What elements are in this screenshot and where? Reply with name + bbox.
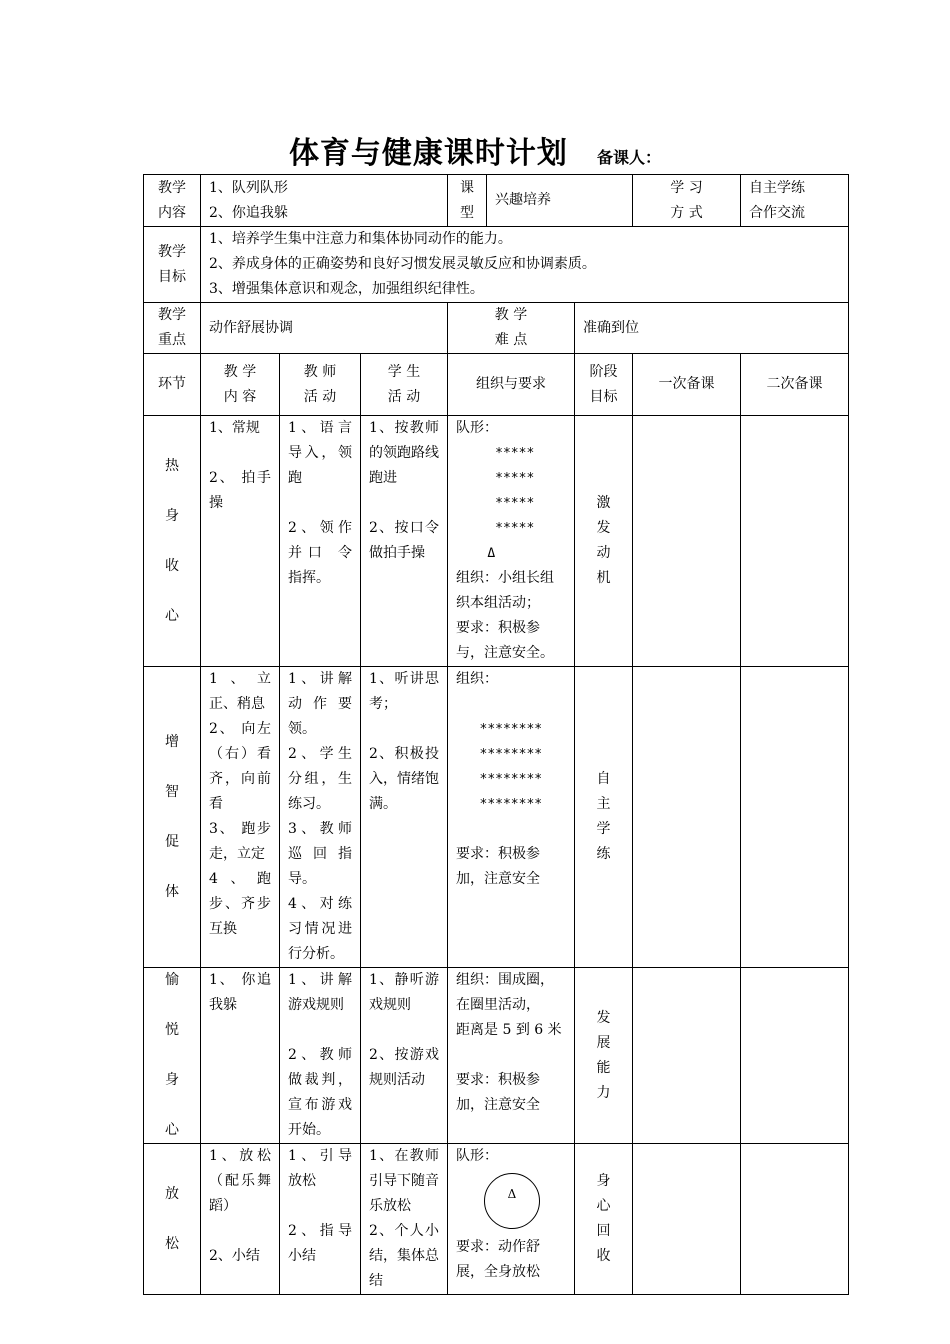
formation-diagram: ***** ***** ***** ***** Δ bbox=[487, 446, 535, 561]
stage-target: 激 发 动 机 bbox=[575, 416, 633, 667]
method-value: 自主学练 合作交流 bbox=[741, 175, 849, 227]
difficulty-label: 教 学 难 点 bbox=[448, 303, 575, 354]
org-top: 队形： bbox=[456, 420, 499, 436]
org-cell bbox=[448, 968, 575, 1144]
teacher-activity: 1、讲解动作要领。 2、学生分组，生练习。 3、教师巡回指导。 4、对练习情况进行分析。 bbox=[280, 667, 361, 968]
stage-name: 热 身 收 心 bbox=[144, 416, 201, 667]
org-bottom: 组织：小组长组织本组活动； 要求：积极参与，注意安全。 bbox=[456, 570, 555, 661]
stage-row-drill bbox=[144, 667, 849, 968]
col-target: 阶段 目标 bbox=[575, 354, 633, 416]
header-row-goal bbox=[144, 227, 849, 303]
header-row-content bbox=[144, 175, 849, 227]
org-bottom: 要求：积极参加，注意安全 bbox=[456, 846, 541, 887]
content-value: 1、队列队形 2、你追我躲 bbox=[201, 175, 448, 227]
column-header-row bbox=[144, 354, 849, 416]
stage-row-game bbox=[144, 968, 849, 1144]
col-teacher: 教 师 活 动 bbox=[280, 354, 361, 416]
col-org: 组织与要求 bbox=[448, 354, 575, 416]
student-activity: 1、静听游戏规则 2、按游戏规则活动 bbox=[361, 968, 448, 1144]
goal-value: 1、培养学生集中注意力和集体协同动作的能力。 2、养成身体的正确姿势和良好习惯发展灵敏反应和协调素质。 3、增强集体意识和观念，加强组织纪律性。 bbox=[201, 227, 849, 303]
org-bottom: 要求：动作舒展，全身放松 bbox=[456, 1239, 541, 1280]
stage-name: 放 松 bbox=[144, 1144, 201, 1295]
prep1-cell bbox=[633, 1144, 741, 1295]
stage-content: 1、 你追我躲 bbox=[201, 968, 280, 1144]
key-label: 教学 重点 bbox=[144, 303, 201, 354]
goal-label: 教学 目标 bbox=[144, 227, 201, 303]
org-top: 队形： bbox=[456, 1148, 499, 1164]
difficulty-value: 准确到位 bbox=[575, 303, 849, 354]
preparer-label: 备课人： bbox=[597, 148, 662, 167]
teacher-activity: 1、引导放松 2、指导小结 bbox=[280, 1144, 361, 1295]
title-row bbox=[0, 128, 950, 172]
col-prep2: 二次备课 bbox=[741, 354, 849, 416]
stage-name: 愉 悦 身 心 bbox=[144, 968, 201, 1144]
teacher-activity: 1、语言导入，领跑 2、领作并口 令 指挥。 bbox=[280, 416, 361, 667]
circle-formation-diagram bbox=[484, 1173, 540, 1229]
prep1-cell bbox=[633, 667, 741, 968]
stage-target: 发 展 能 力 bbox=[575, 968, 633, 1144]
teacher-activity: 1、讲解游戏规则 2、教师做裁判，宣布游戏开始。 bbox=[280, 968, 361, 1144]
col-stage: 环节 bbox=[144, 354, 201, 416]
org-bottom: 要求：积极参加，注意安全 bbox=[456, 1072, 541, 1113]
org-cell bbox=[448, 1144, 575, 1295]
org-top: 组织：围成圈，在圈里活动， 距离是 5 到 6 米 bbox=[456, 972, 562, 1038]
stage-row-relax bbox=[144, 1144, 849, 1295]
type-label: 课 型 bbox=[448, 175, 487, 227]
col-content: 教 学 内 容 bbox=[201, 354, 280, 416]
student-activity: 1、按教师的领跑路线跑进 2、按口令做拍手操 bbox=[361, 416, 448, 667]
page-title: 体育与健康课时计划 bbox=[288, 136, 568, 171]
stage-content: 1、常规 2、 拍手操 bbox=[201, 416, 280, 667]
col-prep1: 一次备课 bbox=[633, 354, 741, 416]
prep2-cell bbox=[741, 667, 849, 968]
teacher-triangle-icon: Δ bbox=[507, 1187, 517, 1201]
prep2-cell bbox=[741, 416, 849, 667]
prep2-cell bbox=[741, 1144, 849, 1295]
stage-name: 增 智 促 体 bbox=[144, 667, 201, 968]
org-cell bbox=[448, 416, 575, 667]
student-activity: 1、听讲思考； 2、积极投入，情绪饱满。 bbox=[361, 667, 448, 968]
header-row-key bbox=[144, 303, 849, 354]
prep2-cell bbox=[741, 968, 849, 1144]
lesson-plan-table bbox=[143, 174, 849, 1295]
type-value: 兴趣培养 bbox=[487, 175, 633, 227]
student-activity: 1、在教师引导下随音乐放松 2、个人小结，集体总结 bbox=[361, 1144, 448, 1295]
content-label: 教学 内容 bbox=[144, 175, 201, 227]
col-student: 学 生 活 动 bbox=[361, 354, 448, 416]
prep1-cell bbox=[633, 968, 741, 1144]
stage-content: 1、放松（配乐舞蹈） 2、小结 bbox=[201, 1144, 280, 1295]
stage-row-warmup bbox=[144, 416, 849, 667]
org-cell bbox=[448, 667, 575, 968]
key-value: 动作舒展协调 bbox=[201, 303, 448, 354]
method-label: 学 习 方 式 bbox=[633, 175, 741, 227]
org-top: 组织： bbox=[456, 671, 499, 687]
prep1-cell bbox=[633, 416, 741, 667]
stage-target: 自 主 学 练 bbox=[575, 667, 633, 968]
formation-diagram: ******** ******** ******** ******** bbox=[479, 722, 543, 812]
stage-content: 1、立正、稍息 2、 向左（右）看齐，向前看 3、 跑步走，立定 4、跑步、齐步互换 bbox=[201, 667, 280, 968]
stage-target: 身 心 回 收 bbox=[575, 1144, 633, 1295]
